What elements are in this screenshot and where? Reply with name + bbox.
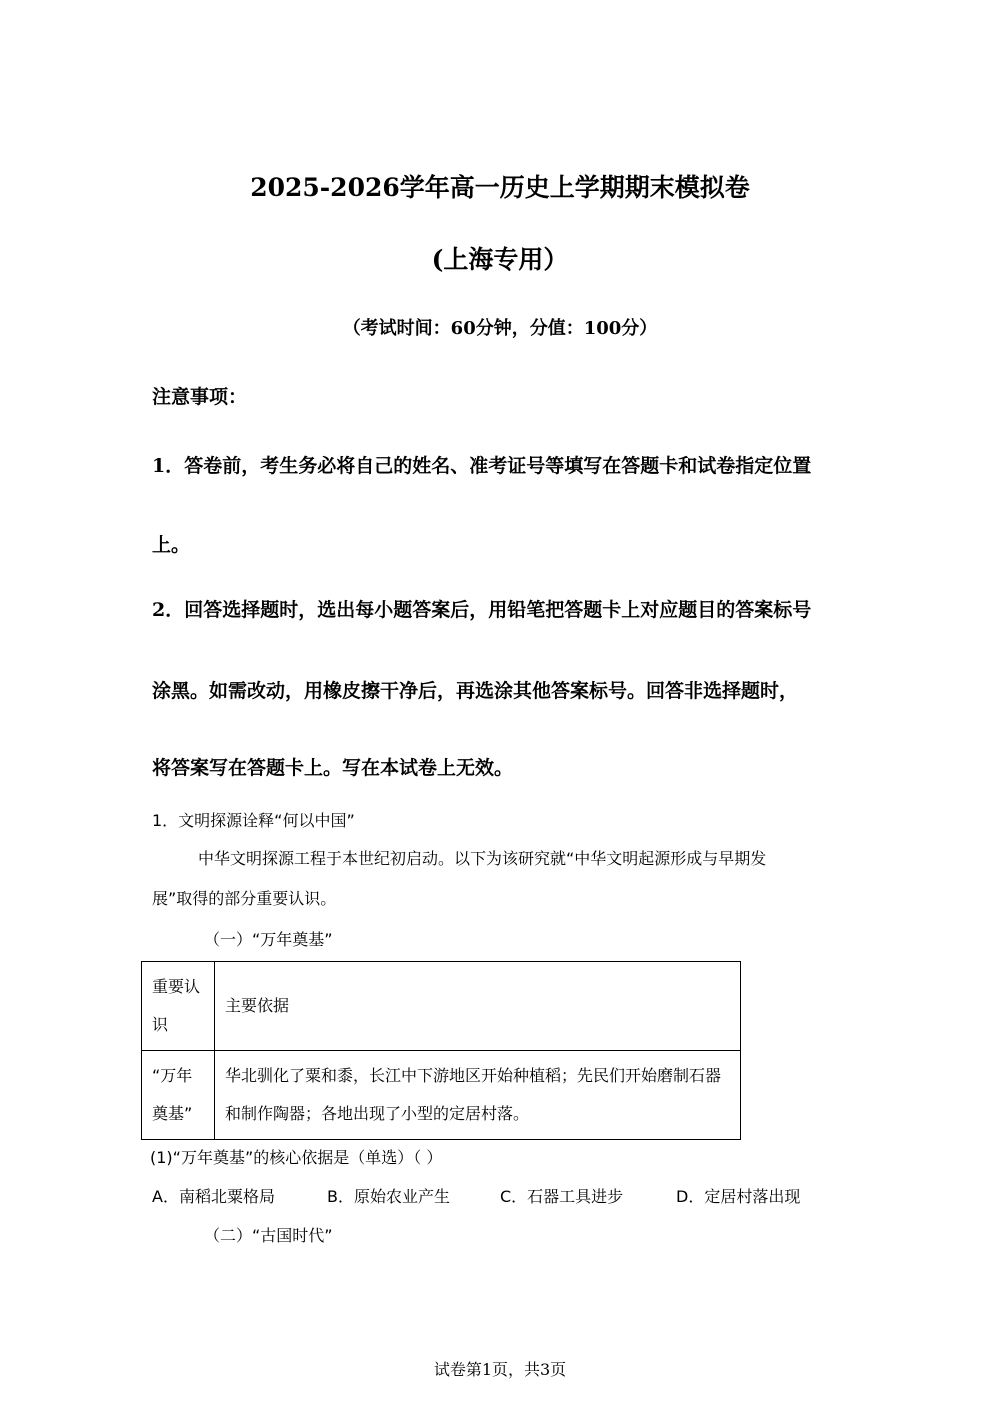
exam-info: （考试时间：60分钟，分值：100分） [342, 318, 658, 339]
section-2-heading: （二）“古国时代” [204, 1226, 333, 1245]
notice-item-1-line-2: 上。 [152, 534, 191, 556]
table-header-row [142, 962, 741, 1051]
option-d: D．定居村落出现 [676, 1187, 801, 1206]
option-a: A．南稻北粟格局 [152, 1187, 275, 1206]
table-row [142, 1051, 741, 1140]
table-cell: “万年奠基” [142, 1051, 215, 1140]
table-cell: 华北驯化了粟和黍，长江中下游地区开始种植稻；先民们开始磨制石器和制作陶器；各地出现了小型的定居村落。 [215, 1051, 741, 1140]
notice-item-2-line-3: 将答案写在答题卡上。写在本试卷上无效。 [152, 757, 514, 779]
table-header-cell: 重要认识 [142, 962, 215, 1051]
sub-question-1: (1)“万年奠基”的核心依据是（单选）（ ） [150, 1148, 443, 1167]
question-1-title: 1．文明探源诠释“何以中国” [152, 811, 355, 830]
option-c: C．石器工具进步 [500, 1187, 624, 1206]
option-b: B．原始农业产生 [327, 1187, 450, 1206]
table-header-cell: 主要依据 [215, 962, 741, 1051]
page-footer: 试卷第1页，共3页 [433, 1360, 567, 1379]
section-1-heading: （一）“万年奠基” [204, 930, 333, 949]
question-1-intro-line-2: 展”取得的部分重要认识。 [152, 889, 337, 908]
evidence-table [141, 961, 741, 1140]
question-1-intro-line-1: 中华文明探源工程于本世纪初启动。以下为该研究就“中华文明起源形成与早期发 [198, 849, 767, 868]
exam-subtitle: (上海专用） [431, 245, 569, 274]
notice-heading: 注意事项： [152, 386, 248, 408]
exam-title: 2025-2026学年高一历史上学期期末模拟卷 [250, 173, 750, 202]
notice-item-1-line-1: 1．答卷前，考生务必将自己的姓名、准考证号等填写在答题卡和试卷指定位置 [152, 455, 812, 477]
notice-item-2-line-2: 涂黑。如需改动，用橡皮擦干净后，再选涂其他答案标号。回答非选择题时， [152, 680, 799, 702]
notice-item-2-line-1: 2．回答选择题时，选出每小题答案后，用铅笔把答题卡上对应题目的答案标号 [152, 599, 812, 621]
